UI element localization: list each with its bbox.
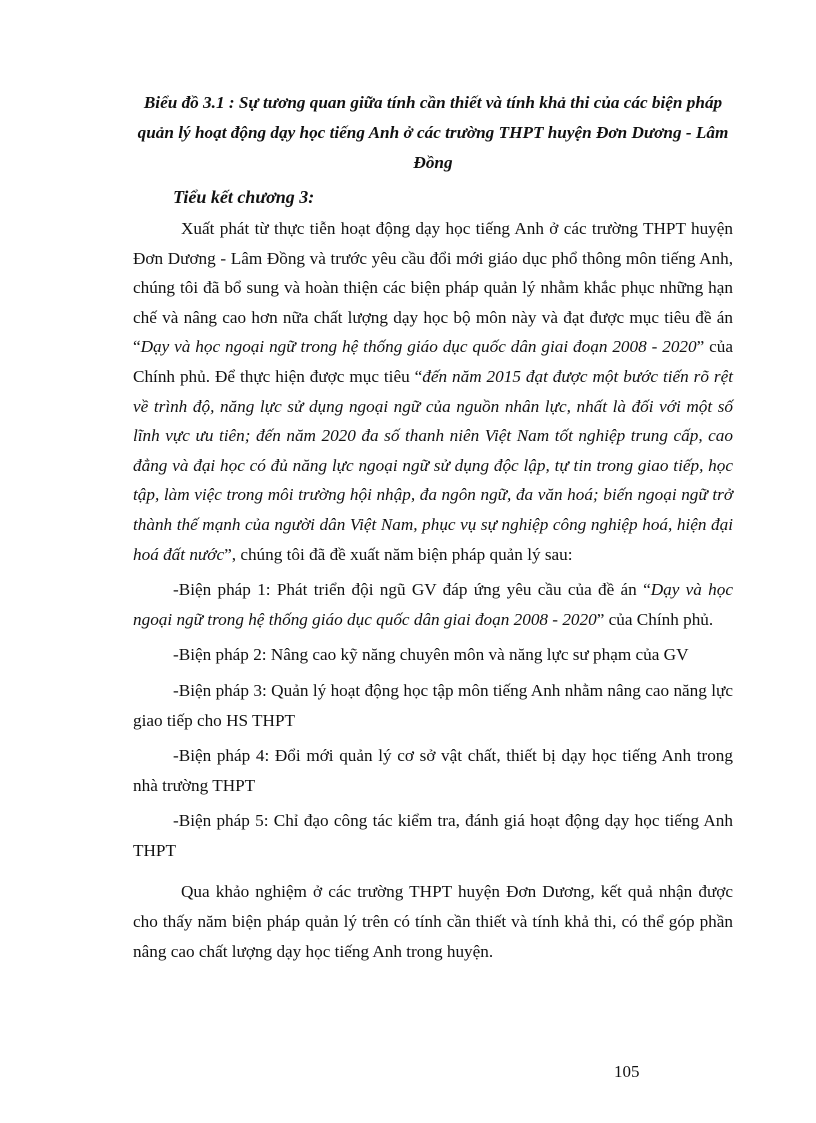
measure-3: -Biện pháp 3: Quản lý hoạt động học tập môn tiếng Anh nhằm nâng cao năng lực giao tiếp cho HS THPT — [133, 680, 733, 730]
closing-paragraph: Qua khảo nghiệm ở các trường THPT huyện Đơn Dương, kết quả nhận được cho thấy năm biện pháp quản lý trên có tính cần thiết và tính khả thi, có thể góp phần nâng cao chất lượng dạy học tiếng Anh trong huyện. — [133, 882, 733, 961]
intro-paragraph — [133, 214, 733, 569]
intro-text-2: ” của Chính phủ. Để thực hiện được mục tiêu “ — [133, 337, 734, 386]
measure-2: -Biện pháp 2: Nâng cao kỹ năng chuyên môn và năng lực sư phạm của GV — [173, 645, 689, 665]
figure-caption — [133, 86, 733, 178]
intro-quote-2: đến năm 2015 đạt được một bước tiến rõ rệt về trình độ, năng lực sử dụng ngoại ngữ của nguồn nhân lực, nhất là đối với một số lĩnh vực ưu tiên; đến năm 2020 đa số thanh niên Việt Nam tốt nghiệp trung cấp, cao đẳng và đại học có đủ năng lực ngoại ngữ sử dụng độc lập, tự tin trong giao tiếp, học tập, làm việc trong môi trường hội nhập, đa ngôn ngữ, đa văn hoá; biến ngoại ngữ trở thành thế mạnh của người dân Việt Nam, phục vụ sự nghiệp công nghiệp hoá, hiện đại hoá đất nước — [133, 366, 733, 564]
measure-1-quote: Dạy và học ngoại ngữ trong hệ thống giáo dục quốc dân giai đoạn 2008 - 2020 — [133, 580, 733, 629]
figure-caption-text: : Sự tương quan giữa tính cần thiết và tính khả thi của các biện pháp quản lý hoạt động dạy học tiếng Anh ở các trường THPT huyện Đơn Dương - Lâm Đồng — [137, 93, 729, 172]
page-number: 105 — [614, 1062, 640, 1081]
measure-1-end: ” của Chính phủ. — [596, 609, 714, 629]
section-title: Tiểu kết chương 3: — [173, 187, 315, 207]
measure-4: -Biện pháp 4: Đổi mới quản lý cơ sở vật chất, thiết bị dạy học tiếng Anh trong nhà trường THPT — [133, 746, 733, 795]
intro-text-1: Xuất phát từ thực tiễn hoạt động dạy học tiếng Anh ở các trường THPT huyện Đơn Dương - Lâm Đồng và trước yêu cầu đổi mới giáo dục phổ thông môn tiếng Anh, chúng tôi đã bổ sung và hoàn thiện các biện pháp quản lý nhằm khắc phục những hạn chế và nâng cao hơn nữa chất lượng dạy học bộ môn này và đạt được mục tiêu đề án “ — [133, 219, 733, 357]
figure-caption-label: Biểu đồ 3.1 — [143, 93, 225, 112]
intro-quote-1: Dạy và học ngoại ngữ trong hệ thống giáo dục quốc dân giai đoạn 2008 - 2020 — [140, 337, 697, 357]
measure-1-text: -Biện pháp 1: Phát triển đội ngũ GV đáp ứng yêu cầu của đề án “ — [173, 580, 651, 600]
measure-1 — [133, 575, 733, 634]
intro-text-3: ”, chúng tôi đã đề xuất năm biện pháp quản lý sau: — [224, 544, 573, 564]
measure-5: -Biện pháp 5: Chỉ đạo công tác kiểm tra, đánh giá hoạt động dạy học tiếng Anh THPT — [133, 811, 733, 860]
document-page — [133, 86, 733, 966]
